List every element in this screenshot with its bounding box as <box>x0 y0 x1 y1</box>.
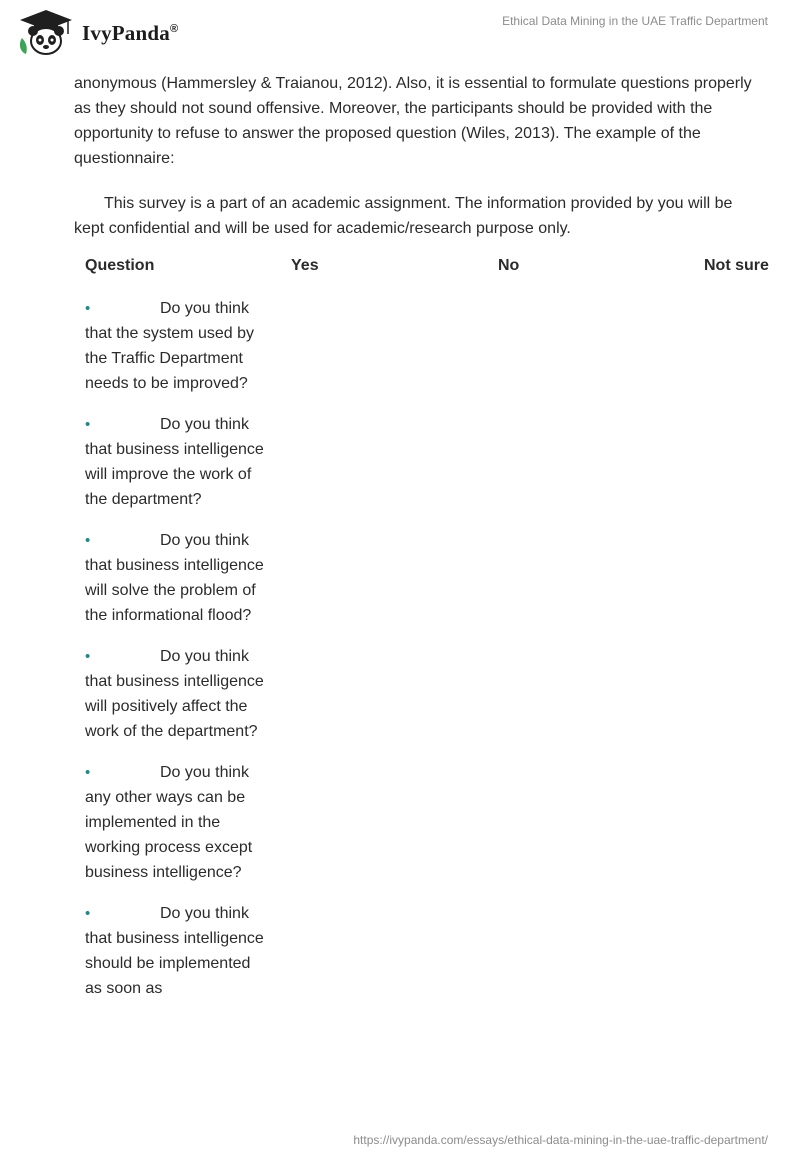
questionnaire-table <box>85 254 785 1017</box>
bullet-icon: • <box>85 300 91 317</box>
header-no: No <box>498 257 520 274</box>
bullet-icon: • <box>85 764 91 781</box>
table-row <box>85 901 270 1001</box>
table-row <box>85 644 270 744</box>
question-text: Do you think that business intelligence should be implemented as soon as <box>85 905 264 997</box>
table-rows <box>85 296 785 1001</box>
table-row <box>85 412 270 512</box>
question-text: Do you think that business intelligence will improve the work of the department? <box>85 416 264 508</box>
bullet-icon: • <box>85 905 91 922</box>
table-header <box>85 254 785 278</box>
question-text: Do you think that business intelligence will positively affect the work of the department? <box>85 648 264 740</box>
ivypanda-logo[interactable] <box>14 8 194 58</box>
paragraph-1: anonymous (Hammersley & Traianou, 2012). Also, it is essential to formulate questions properly as they should not sound offensive. Moreover, the participants should be provided with the opportunity to refuse to answer the proposed question (Wiles, 2013). The example of the questionnaire: <box>74 75 752 167</box>
question-text: Do you think any other ways can be implemented in the working process except business intelligence? <box>85 764 253 881</box>
document-title: Ethical Data Mining in the UAE Traffic Department <box>502 14 768 28</box>
logo-wordmark: IvyPanda® <box>82 20 179 45</box>
source-url[interactable]: https://ivypanda.com/essays/ethical-data-mining-in-the-uae-traffic-department/ <box>353 1133 768 1147</box>
bullet-icon: • <box>85 532 91 549</box>
table-row <box>85 296 270 396</box>
essay-body <box>74 71 754 241</box>
panda-graduate-icon <box>14 8 78 58</box>
bullet-icon: • <box>85 648 91 665</box>
header-yes: Yes <box>291 257 319 274</box>
table-row <box>85 528 270 628</box>
bullet-icon: • <box>85 416 91 433</box>
question-text: Do you think that business intelligence will solve the problem of the informational flood? <box>85 532 264 624</box>
paragraph-2: This survey is a part of an academic assignment. The information provided by you will be kept confidential and will be used for academic/research purpose only. <box>74 195 733 237</box>
table-row <box>85 760 270 885</box>
header-not-sure: Not sure <box>704 257 769 274</box>
header-question: Question <box>85 257 155 274</box>
question-text: Do you think that the system used by the Traffic Department needs to be improved? <box>85 300 254 392</box>
